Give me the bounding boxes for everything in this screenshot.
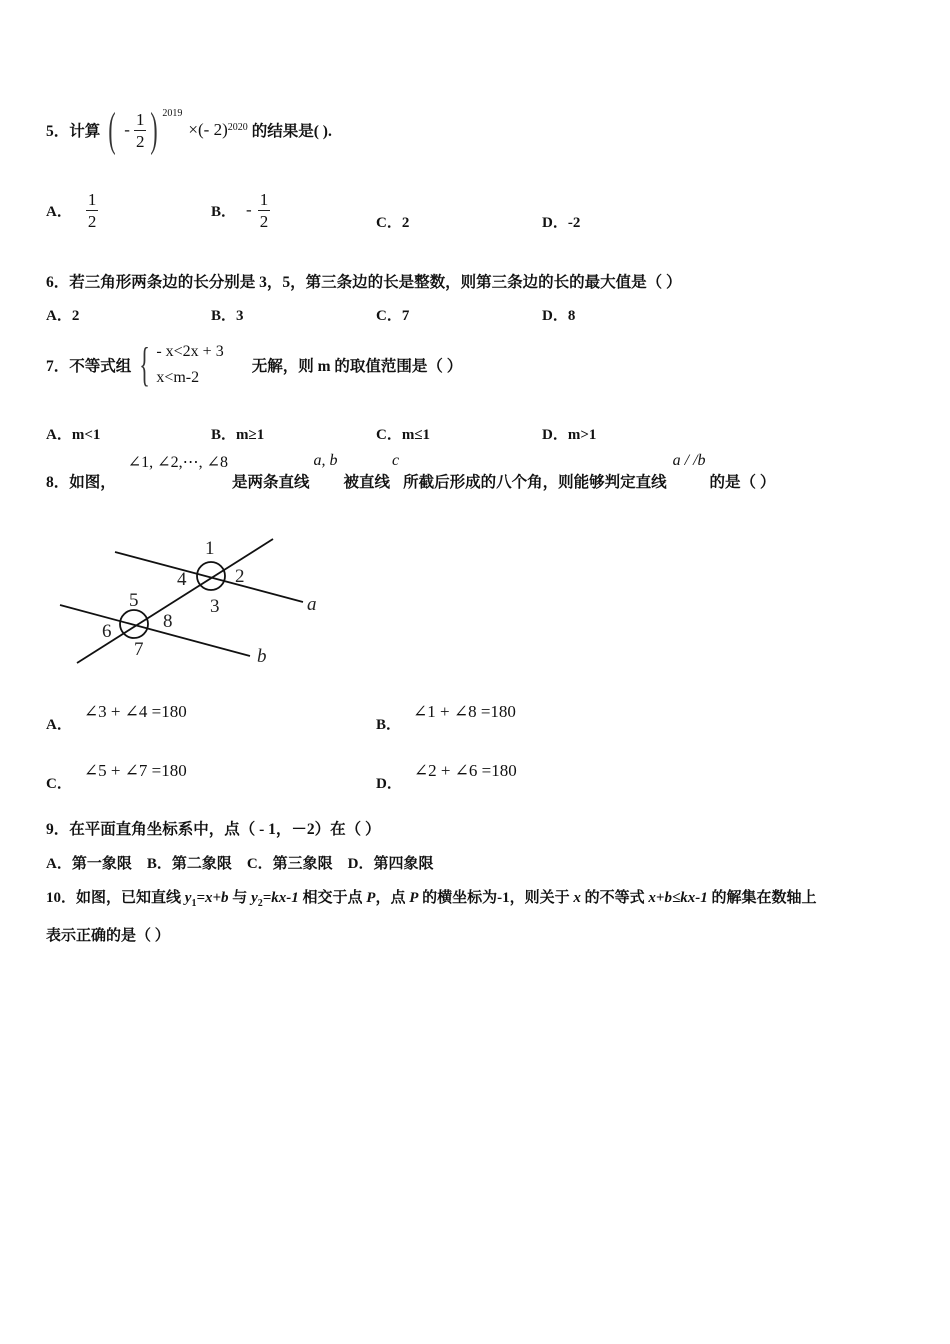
q10-eq1: =x+b	[196, 890, 229, 906]
q8-option-a[interactable]	[46, 702, 187, 734]
question-5	[46, 100, 332, 160]
q5-option-c[interactable]	[376, 211, 409, 232]
q5-base2: (- 2)	[198, 120, 228, 139]
line-c	[77, 539, 273, 663]
q8-lines-ab: a, b	[313, 452, 338, 469]
q5-option-d[interactable]	[542, 211, 580, 232]
q5-expression	[104, 103, 248, 156]
frac-num: 1	[259, 189, 269, 209]
option-minus: -	[246, 200, 252, 219]
q6-option-b[interactable]: B．3	[211, 308, 244, 324]
q6-option-c[interactable]: C．7	[376, 308, 410, 324]
q6-option-a[interactable]: A．2	[46, 308, 80, 324]
q10-point-p2: P	[409, 890, 419, 906]
q7-option-c[interactable]: C．m≤1	[376, 427, 431, 443]
question-10-line-2: 表示正确的是（ ）	[46, 928, 170, 944]
option-label: C．	[46, 776, 72, 792]
q10-text-6: 的不等式	[580, 890, 649, 906]
option-label: D．	[376, 776, 402, 792]
q7-prefix: 7．不等式组	[46, 358, 132, 375]
angle-label-2: 2	[235, 566, 245, 587]
option-label: B．	[211, 203, 237, 220]
q10-y2: y	[251, 890, 258, 906]
question-9: 9．在平面直角坐标系中，点（ - 1，－2）在（ ）	[46, 821, 381, 838]
q10-text-7: 的解集在数轴上	[707, 890, 817, 906]
option-expr: ∠3 + ∠4 =180	[83, 702, 187, 721]
q10-text-5: 的横坐标为-1，则关于	[418, 890, 574, 906]
angle-label-3: 3	[210, 596, 220, 617]
q7-brace: {	[139, 338, 150, 391]
angle-arc-top	[197, 562, 225, 590]
question-7	[46, 336, 462, 394]
question-6: 6．若三角形两条边的长分别是 3，5，第三条边的长是整数，则第三条边的长的最大值是（ ）	[46, 274, 682, 291]
question-10	[46, 886, 816, 909]
option-label: A．	[46, 203, 72, 220]
option-label: D．	[542, 215, 568, 231]
angle-label-4: 4	[177, 569, 187, 590]
q5-times: ×	[188, 120, 199, 139]
q5-number: 5．	[46, 123, 70, 140]
q5-right-paren: )	[150, 103, 159, 156]
q5-exp1: 2019	[162, 108, 183, 119]
q5-fraction	[134, 111, 147, 150]
q7-option-d[interactable]: D．m>1	[542, 427, 597, 443]
q8-option-d[interactable]	[376, 761, 517, 793]
q10-sub1: 1	[191, 898, 197, 909]
q10-sub2: 2	[257, 898, 263, 909]
q7-option-a[interactable]: A．m<1	[46, 427, 101, 443]
q8-option-c[interactable]	[46, 761, 187, 793]
angle-label-1: 1	[205, 538, 215, 559]
option-fraction	[86, 191, 99, 230]
q10-text-1: 10．如图，已知直线	[46, 890, 185, 906]
option-expr: ∠5 + ∠7 =180	[83, 761, 187, 780]
option-expr: ∠2 + ∠6 =180	[413, 761, 517, 780]
line-label-a: a	[307, 594, 317, 615]
q6-option-d[interactable]: D．8	[542, 308, 576, 324]
q7-line2: x<m-2	[156, 369, 200, 386]
angle-label-8: 8	[163, 611, 173, 632]
q8-figure	[55, 532, 335, 672]
q8-mid1: 是两条直线	[231, 474, 310, 491]
q5-frac-den: 2	[135, 131, 145, 151]
q5-option-a[interactable]	[46, 186, 98, 234]
q7-suffix: 无解，则 m 的取值范围是（ ）	[251, 358, 463, 375]
q8-prefix: 8．如图，	[46, 474, 116, 491]
q5-minus: -	[124, 120, 130, 139]
line-label-b: b	[257, 646, 267, 667]
line-a	[115, 552, 303, 602]
q7-line1: - x<2x + 3	[156, 343, 224, 361]
option-label: A．	[46, 717, 72, 733]
q9-options[interactable]: A．第一象限 B．第二象限 C．第三象限 D．第四象限	[46, 856, 434, 872]
angle-label-7: 7	[134, 639, 144, 660]
question-8	[46, 452, 775, 492]
q8-suffix: 的是（ ）	[709, 474, 776, 491]
q7-option-b[interactable]: B．m≥1	[211, 427, 265, 443]
q10-text-3: 相交于点	[298, 890, 367, 906]
option-label: B．	[376, 717, 402, 733]
q8-parallel: a / /b	[672, 452, 706, 469]
option-expr: ∠1 + ∠8 =180	[413, 702, 516, 721]
q8-mid2: 被直线	[343, 474, 391, 491]
q8-mid3: 所截后形成的八个角，则能够判定直线	[403, 474, 667, 491]
q5-prefix: 计算	[69, 123, 101, 140]
option-fraction	[258, 191, 271, 230]
frac-den: 2	[259, 211, 269, 231]
q10-point-p: P	[366, 890, 376, 906]
q7-system	[156, 339, 223, 390]
q10-x: x	[573, 890, 581, 906]
angle-label-5: 5	[129, 590, 139, 611]
frac-num: 1	[87, 189, 97, 209]
q10-eq2: =kx-1	[262, 890, 299, 906]
option-label: C．	[376, 215, 402, 231]
q5-exp2: 2020	[227, 122, 248, 133]
q8-line-c: c	[392, 452, 400, 469]
option-text: 2	[401, 215, 410, 231]
q5-frac-num: 1	[135, 109, 145, 129]
q10-text-2: 与	[228, 890, 252, 906]
option-text: -2	[567, 215, 581, 231]
q8-option-b[interactable]	[376, 702, 516, 734]
q10-inequality: x+b≤kx-1	[648, 890, 708, 906]
q10-text-4: ，点	[375, 890, 410, 906]
frac-den: 2	[87, 211, 97, 231]
q10-y1: y	[184, 890, 192, 906]
angle-label-6: 6	[102, 621, 112, 642]
q5-option-b[interactable]	[211, 186, 270, 234]
q5-suffix: 的结果是( ).	[251, 123, 332, 140]
q8-angles: ∠1, ∠2,⋯, ∠8	[127, 454, 228, 471]
q5-left-paren: (	[108, 103, 116, 156]
